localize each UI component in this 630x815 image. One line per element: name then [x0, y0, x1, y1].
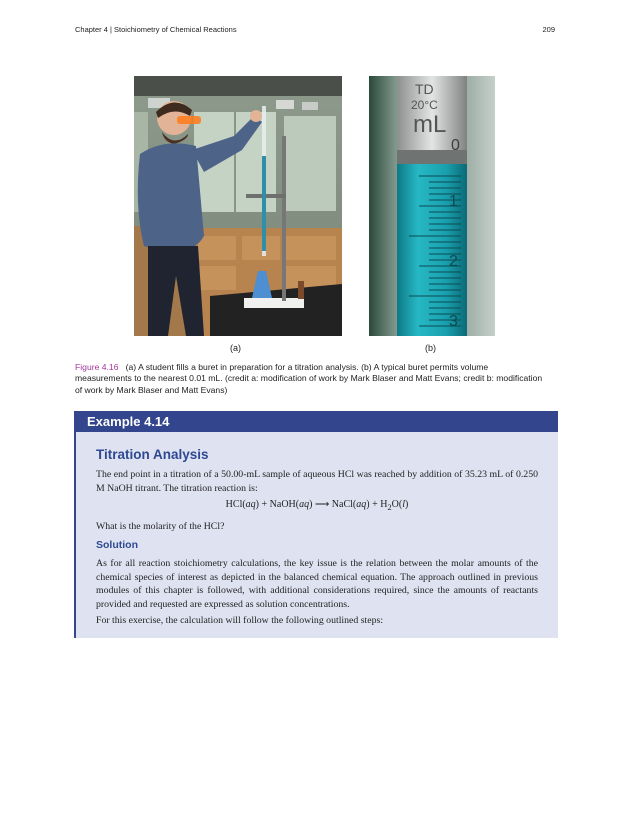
example-title: Titration Analysis	[96, 447, 209, 462]
buret-temp-text: 20°C	[411, 98, 438, 112]
example-question: What is the molarity of the HCl?	[96, 521, 225, 532]
solution-heading: Solution	[96, 539, 138, 551]
solution-paragraph-1: As for all reaction stoichiometry calculations, the key issue is the relation between the molar amounts of the chemical species of interest as depicted in the balanced chemical equation. The approach outlined in previous modules of this chapter is followed, with additional considerations required, since the amounts of reactants provided and requested are expressed as solution concentrations.	[96, 558, 538, 611]
page-number: 209	[542, 25, 555, 34]
figure-caption	[75, 362, 545, 396]
figure-photo-b	[369, 76, 495, 336]
chapter-title: Chapter 4 | Stoichiometry of Chemical Reactions	[75, 25, 237, 34]
figure-photo-a	[134, 76, 342, 336]
figure-label-a: (a)	[230, 343, 241, 353]
example-header: Example 4.14	[76, 411, 558, 432]
figure-caption-text: (a) A student fills a buret in preparation for a titration analysis. (b) A typical buret permits volume measurements to the nearest 0.01 mL. (credit a: modification of work by Mark Blaser and Matt Evans; credit b: modification of work by Mark Blaser and Matt Evans)	[75, 362, 543, 395]
buret-unit-text: mL	[413, 111, 447, 138]
figure-label-b: (b)	[425, 343, 436, 353]
buret-mark-3: 3	[449, 313, 458, 330]
example-intro: The end point in a titration of a 50.00-mL sample of aqueous HCl was reached by addition of 35.23 mL of 0.250 M NaOH titrant. The titration reaction is:	[96, 469, 538, 494]
example-box	[74, 411, 558, 638]
buret-mark-2: 2	[449, 253, 458, 270]
titration-equation: HCl(aq) + NaOH(aq) ⟶ NaCl(aq) + $H_2O(l)$	[225, 499, 409, 512]
buret-mark-1: 1	[449, 193, 458, 210]
solution-paragraph-2: For this exercise, the calculation will follow the following outlined steps:	[96, 615, 384, 626]
buret-mark-0: 0	[451, 137, 460, 154]
figure-number: Figure 4.16	[75, 362, 119, 372]
buret-td-text: TD	[415, 81, 434, 97]
